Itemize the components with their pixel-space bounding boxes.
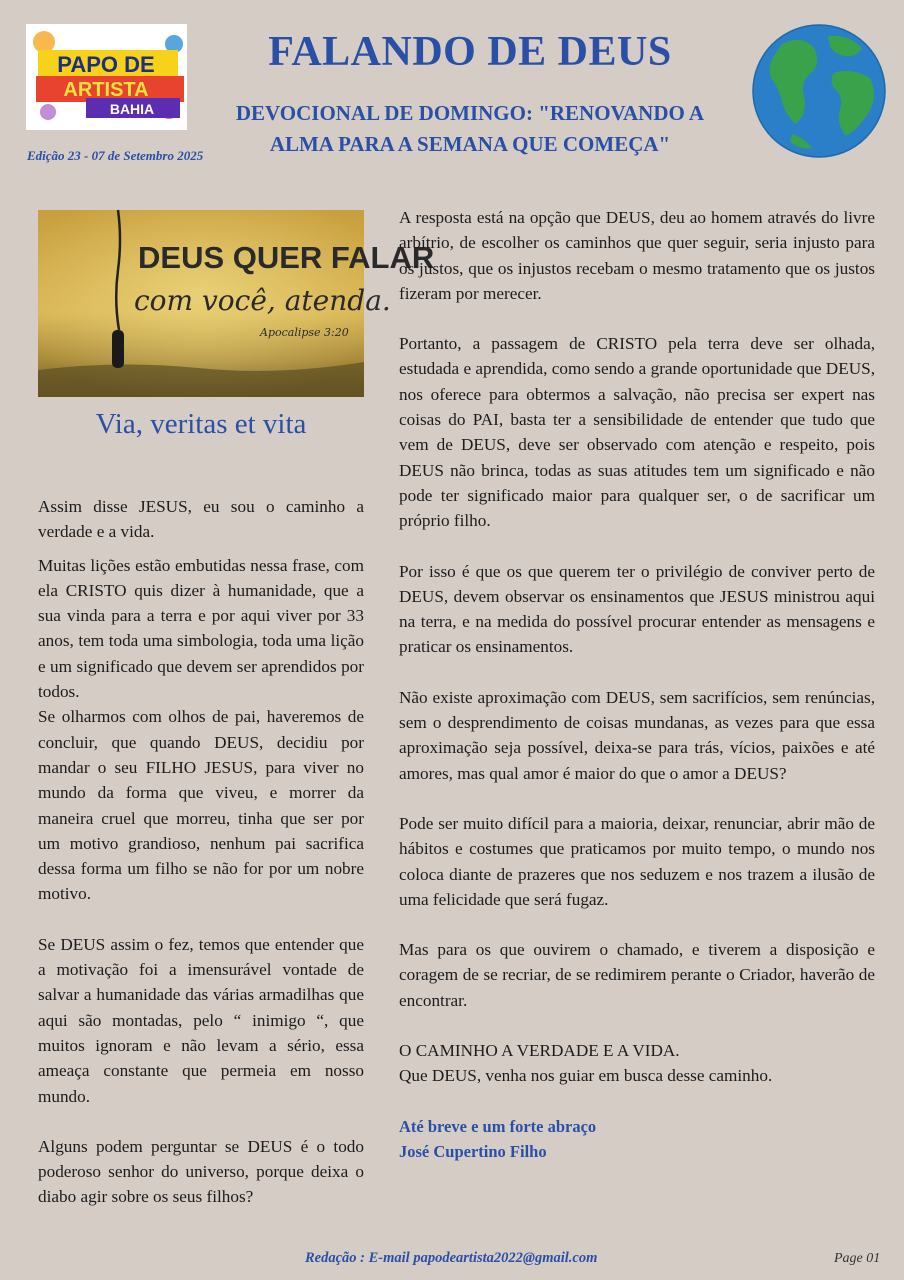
left-column [38,494,364,1210]
right-paragraph-4: Não existe aproximação com DEUS, sem sacrifícios, sem renúncias, sem o desprendimento de coisas mundanas, as vezes para que essa aproximação seja possível, deixa-se para trás, vícios, paixões e até amores, mas qual amor é maior do que o amor a DEUS? [399,687,875,783]
left-paragraph-3: Se olharmos com olhos de pai, haveremos de concluir, que quando DEUS, decidiu por mandar o seu FILHO JESUS, para viver no mundo da forma que viveu, e morrer da maneira cruel que morreu, tinha que ser por um motivo grandioso, nenhum pai sacrifica dessa forma um filho se não for por um nobre motivo. [38,707,364,904]
right-column [399,205,875,1164]
page-number: Page 01 [834,1251,881,1266]
logo-line2: ARTISTA [63,79,149,101]
papo-de-artista-logo [26,24,187,130]
subtitle-line-2: ALMA PARA A SEMANA QUE COMEÇA" [269,132,671,156]
right-paragraph-7: O CAMINHO A VERDADE E A VIDA. [399,1041,680,1061]
right-paragraph-3: Por isso é que os que querem ter o privilégio de conviver perto de DEUS, devem observar os ensinamentos que JESUS ministrou aqui na terra, e na medida do possível procurar entender as mensagens e praticar os ensinamentos. [399,561,875,657]
logo-line1: PAPO DE [57,52,155,77]
right-paragraph-6: Mas para os que ouvirem o chamado, e tiverem a disposição e coragem de se recriar, de se redimirem perante o Criador, haverão de encontrar. [399,940,875,1010]
signoff-author: José Cupertino Filho [399,1141,547,1161]
left-paragraph-1: Assim disse JESUS, eu sou o caminho a verdade e a vida. [38,497,364,542]
edition-date: Edição 23 - 07 de Setembro 2025 [27,148,204,163]
footer-email: Redação : E-mail papodeartista2022@gmail.com [305,1250,598,1266]
right-paragraph-8: Que DEUS, venha nos guiar em busca desse caminho. [399,1066,773,1086]
left-paragraph-2: Muitas lições estão embutidas nessa frase, com ela CRISTO quis dizer à humanidade, que a sua vinda para a terra e por aqui viver por 33 anos, tem toda uma simbologia, toda uma lição e um significado que devem ser aprendidos por todos. [38,555,364,702]
banner-reference: Apocalipse 3:20 [260,326,349,339]
latin-quote: Via, veritas et vita [95,408,307,440]
left-paragraph-4: Se DEUS assim o fez, temos que entender que a motivação foi a imensurável vontade de salvar a humanidade das várias armadilhas que aqui são montadas, pelo “ inimigo “, que muitos ignoram e não levam a sério, essa ameaça constante que permeia em nosso mundo. [38,934,364,1106]
signoff-greeting: Até breve e um forte abraço [399,1116,597,1136]
right-paragraph-5: Pode ser muito difícil para a maioria, deixar, renunciar, abrir mão de hábitos e costumes que praticamos por muito tempo, o mundo nos coloca diante de prazeres que nos seduzem e nos trazem a ilusão de uma felicidade que será fugaz. [399,813,875,909]
subtitle-line-1: DEVOCIONAL DE DOMINGO: "RENOVANDO A [235,101,705,125]
page-title: FALANDO DE DEUS [268,29,672,75]
banner-line1: DEUS QUER FALAR [138,240,435,275]
right-paragraph-1: A resposta está na opção que DEUS, deu ao homem através do livre arbítrio, de escolher os caminhos que quer seguir, seria injusto para os justos, que os injustos recebam o mesmo tratamento que os justos fizeram por merecer. [399,208,875,303]
left-paragraph-5: Alguns podem perguntar se DEUS é o todo poderoso senhor do universo, porque deixa o diabo agir sobre os seus filhos? [38,1136,364,1207]
page-subtitle [222,98,718,160]
banner-image [38,210,435,397]
globe-icon [752,24,886,158]
banner-line2: com você, atenda. [134,284,391,317]
logo-line3: BAHIA [109,101,155,117]
right-paragraph-2: Portanto, a passagem de CRISTO pela terra deve ser olhada, estudada e aprendida, como sendo a grande oportunidade que DEUS, nos oferece para obtermos a salvação, não precisa ser expert nas coisas do PAI, basta ter a sensibilidade de entender que tudo que vem de DEUS, deve ser observado com atenção e respeito, pois DEUS não brinca, todas as suas atitudes tem um significado e não pode ter significado maior para qualquer ser, o de sacrificar um próprio filho. [399,334,875,531]
